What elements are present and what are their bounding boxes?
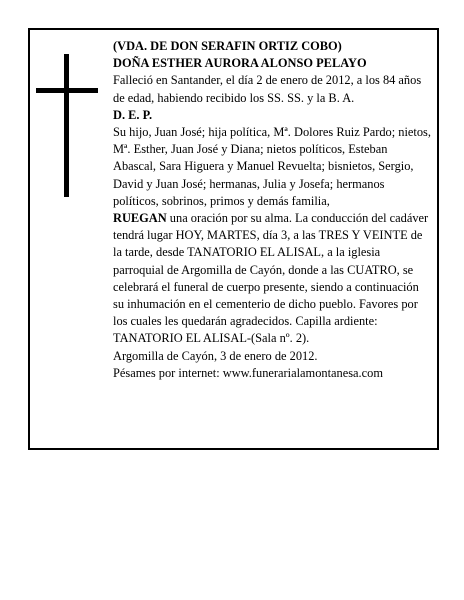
widow-line: (VDA. DE DON SERAFIN ORTIZ COBO) bbox=[113, 39, 342, 53]
deceased-name: DOÑA ESTHER AURORA ALONSO PELAYO bbox=[113, 56, 367, 71]
place-date: Argomilla de Cayón, 3 de enero de 2012. bbox=[113, 348, 318, 363]
ruegan-text: una oración por su alma. La conducción del cadáver tendrá lugar HOY, MARTES, día 3, a las TRES Y VEINTE de la tarde, desde TANATORIO EL ALISAL, a la iglesia parroquial de Argomilla de Cayón, donde a las CUATRO, se celebrará el funeral de cuerpo presente, siendo a continuación su inhumación en el cementerio de dicho pueblo. Favores por los cuales les quedarán agradecidos. Capilla ardiente: TANATORIO EL ALISAL-(Sala nº. 2). bbox=[113, 211, 429, 346]
cross-icon-bar bbox=[36, 88, 98, 93]
cross-icon bbox=[64, 54, 69, 197]
family-text: Su hijo, Juan José; hija política, Mª. Dolores Ruiz Pardo; nietos, Mª. Esther, Juan José y Diana; nietos políticos, Esteban Abascal, Sara Higuera y Manuel Revuelta; bisnietos, Sergio, David y Juan José; hermanas, Julia y Josefa; hermanos políticos, sobrinos, primos y demás familia, bbox=[113, 125, 431, 208]
condolences-text: Pésames por internet: www.funerarialamontanesa.com bbox=[113, 365, 383, 380]
obituary-text bbox=[113, 38, 431, 382]
ruegan-paragraph bbox=[113, 210, 431, 348]
death-text: Falleció en Santander, el día 2 de enero de 2012, a los 84 años de edad, habiendo recibido los SS. SS. y la B. A. bbox=[113, 73, 422, 105]
ruegan-label: RUEGAN bbox=[113, 211, 167, 226]
dep-line: D. E. P. bbox=[113, 107, 153, 122]
